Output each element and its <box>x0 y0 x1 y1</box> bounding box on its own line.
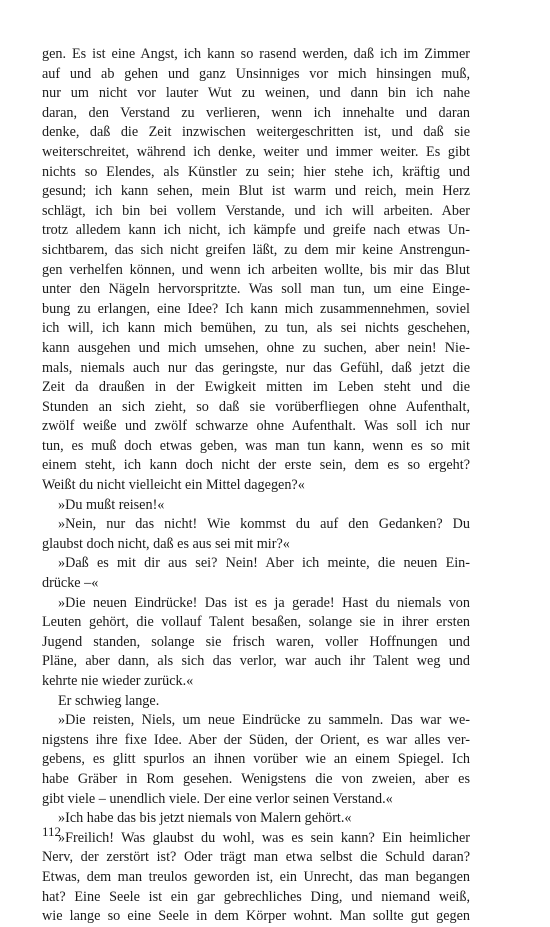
text-line: tun, es muß doch etwas geben, was man tun kann, wenn es so mit <box>42 437 470 454</box>
text-line: unter den Nägeln hervorspritzte. Was soll man tun, um eine Einge- <box>42 281 470 298</box>
text-line: »Du mußt reisen!« <box>58 496 165 513</box>
text-line: ich will, ich kann mich bemühen, zu tun, als sei nichts geschehen, <box>42 320 470 337</box>
text-line: wie lange so eine Seele in dem Körper wohnt. Man sollte gut gegen <box>42 908 470 925</box>
text-line: kehrte nie wieder zurück.« <box>42 673 194 689</box>
text-line: auf und ab gehen und ganz Unsinniges vor mich hinsingen muß, <box>42 65 470 82</box>
text-line: »Ich habe das bis jetzt niemals von Malern gehört.« <box>58 810 352 827</box>
book-page-text <box>42 45 470 927</box>
text-line: Pläne, aber dann, als sich das verlor, war auch ihr Talent weg und <box>42 653 470 670</box>
text-line: glaubst doch nicht, daß es aus sei mit mir?« <box>42 535 290 552</box>
text-line: kann ausgehen und mich umsehen, ohne zu suchen, aber nein! Nie- <box>42 339 470 356</box>
page-number: 112 <box>42 824 62 839</box>
text-line: Zeit da draußen in der Ewigkeit mitten im Leben steht und die <box>42 379 470 396</box>
text-line: »Daß es mit dir aus sei? Nein! Aber ich meinte, die neuen Ein- <box>58 555 470 572</box>
text-line: trotz alledem kann ich nicht, ich kämpfe und greife nach etwas Un- <box>42 222 470 239</box>
text-line: hat? Eine Seele ist ein gar gebrechliches Ding, und niemand weiß, <box>42 888 470 905</box>
text-line: »Freilich! Was glaubst du wohl, was es sein kann? Ein heimlicher <box>58 829 470 846</box>
text-line: »Nein, nur das nicht! Wie kommst du auf den Gedanken? Du <box>58 516 470 533</box>
text-line: daran, den Verstand zu verlieren, wenn ich innehalte und daran <box>42 104 470 121</box>
text-line: gebens, es glitt spurlos an ihnen vorüber wie an einem Spiegel. Ich <box>42 751 470 768</box>
text-line: weiterschreitet, während ich denke, weiter und immer weiter. Es gibt <box>42 143 470 160</box>
text-line: mals, niemals auch nur das geringste, nur das Gefühl, daß jetzt die <box>42 359 470 376</box>
text-line: drücke –« <box>42 575 99 592</box>
text-line: einem steht, ich kann doch nicht der erste sein, dem es so ergeht? <box>42 457 470 474</box>
text-line: Weißt du nicht vielleicht ein Mittel dagegen?« <box>42 477 305 494</box>
text-line: habe Gräber in Rom gesehen. Wenigstens die von zweien, aber es <box>42 770 470 787</box>
text-line: Etwas, dem man treulos geworden ist, ein Unrecht, das man begangen <box>42 868 470 885</box>
text-line: sichtbarem, das sich nicht greifen läßt, zu dem mir keine Anstrengun- <box>42 241 470 258</box>
text-line: nur um nicht vor lauter Wut zu weinen, und dann bin ich nahe <box>42 85 470 102</box>
text-line: Leuten gehört, die vollauf Talent besaßen, solange sie in ihrer ersten <box>42 614 470 631</box>
text-line: bung zu erlangen, eine Idee? Ich kann mich zusammennehmen, soviel <box>42 300 470 317</box>
text-line: schlägt, ich bin bei vollem Verstande, und ich will arbeiten. Aber <box>42 202 470 219</box>
text-line: gesund; ich kann sehen, mein Blut ist warm und reich, mein Herz <box>42 183 470 200</box>
text-line: »Die reisten, Niels, um neue Eindrücke zu sammeln. Das war we- <box>58 712 470 729</box>
text-line: nigstens ihre fixe Idee. Aber der Süden, der Orient, es war alles ver- <box>42 731 470 748</box>
text-line: gen verhelfen können, und wenn ich arbeiten wollte, bis mir das Blut <box>42 261 470 278</box>
text-line: denke, daß die Zeit inzwischen weitergeschritten ist, und daß sie <box>42 124 470 141</box>
text-line: »Die neuen Eindrücke! Das ist es ja gerade! Hast du niemals von <box>58 594 470 611</box>
text-line: Jugend standen, solange sie frisch waren, voller Hoffnungen und <box>42 633 470 650</box>
text-line: gen. Es ist eine Angst, ich kann so rasend werden, daß ich im Zimmer <box>42 46 470 62</box>
text-line: zwölf weiße und zwölf schwarze ohne Aufenthalt. Was soll ich nur <box>42 418 470 435</box>
text-line: gibt viele – unendlich viele. Der eine verlor seinen Verstand.« <box>42 790 393 807</box>
text-line: Er schwieg lange. <box>58 692 160 709</box>
text-line: Nerv, der zerstört ist? Oder trägt man etwa selbst die Schuld daran? <box>42 849 470 866</box>
text-line: nichts so Elendes, als Künstler zu sein; hier stehe ich, kräftig und <box>42 163 470 180</box>
text-line: Stunden an sich zieht, so daß sie vorüberfliegen ohne Aufenthalt, <box>42 398 470 415</box>
